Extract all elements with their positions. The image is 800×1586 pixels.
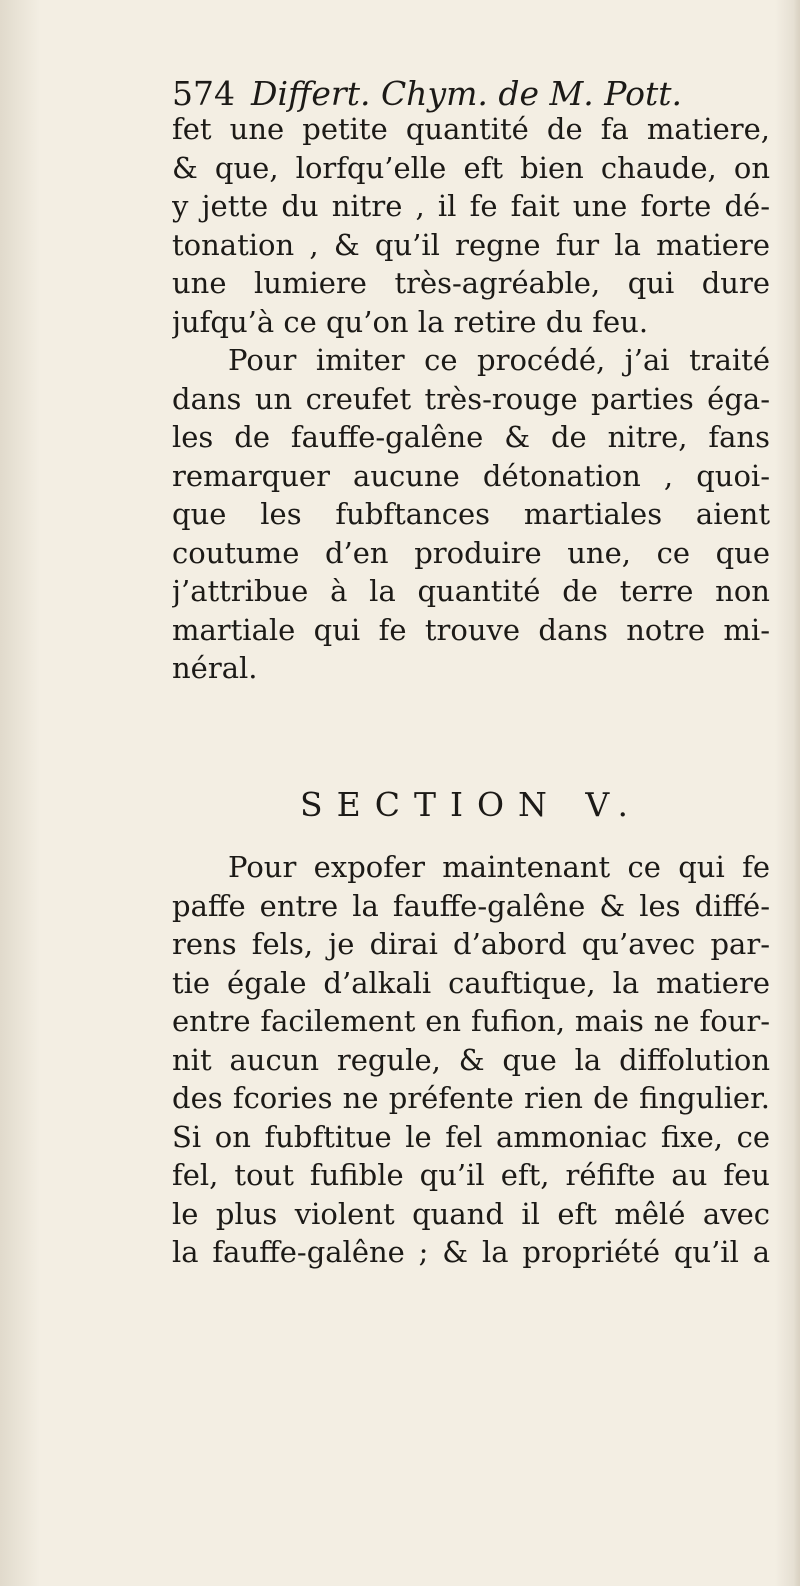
text-line: entre facilement en fufion, mais ne four- [172,1004,770,1038]
text-line: dans un creufet très-rouge parties éga- [172,381,770,416]
text-line: paffe entre la fauffe-galêne & les diffé- [172,888,770,923]
text-line: remarquer aucune détonation , quoi- [172,458,770,493]
text-line: tonation , & qu’il regne fur la matiere [172,227,770,262]
text-line: coutume d’en produire une, ce que [172,535,770,570]
body-text-top [172,110,770,688]
text-line: une lumiere très-agréable, qui dure [172,266,770,300]
text-line: rens fels, je dirai d’abord qu’avec par- [172,927,770,961]
page-edge-shadow [794,0,800,1586]
text-line: martiale qui fe trouve dans notre mi- [172,612,770,647]
text-line: Si on fubftitue le fel ammoniac fixe, ce [172,1119,770,1154]
text-line: Pour expofer maintenant ce qui fe [228,850,770,884]
text-line: nit aucun regule, & que la diffolution [172,1042,770,1077]
text-line: néral. [172,651,258,685]
text-line: le plus violent quand il eft mêlé avec [172,1196,770,1231]
text-line: tie égale d’alkali cauftique, la matiere [172,965,770,1000]
text-line: Pour imiter ce procédé, j’ai traité [228,343,770,377]
text-line: les de fauffe-galêne & de nitre, fans [172,420,770,454]
text-line: y jette du nitre , il fe fait une forte dé- [172,189,770,223]
text-line: fel, tout fufible qu’il eft, réfifte au feu [172,1158,770,1192]
text-line: jufqu’à ce qu’on la retire du feu. [172,304,649,339]
text-line: des fcories ne préfente rien de fingulier. [172,1081,770,1115]
running-title: Differt. Chym. de M. Pott. [251,74,683,113]
section-heading: SECTION V. [300,785,642,824]
text-line: la fauffe-galêne ; & la propriété qu’il a [172,1235,770,1269]
text-line: que les fubftances martiales aient [172,497,770,531]
page-number: 574 [172,74,235,113]
body-text-bottom [172,848,770,1272]
text-line: j’attribue à la quantité de terre non [172,574,770,608]
text-line: fet une petite quantité de fa matiere, [172,112,770,146]
text-line: & que, lorfqu’elle eft bien chaude, on [172,150,770,185]
